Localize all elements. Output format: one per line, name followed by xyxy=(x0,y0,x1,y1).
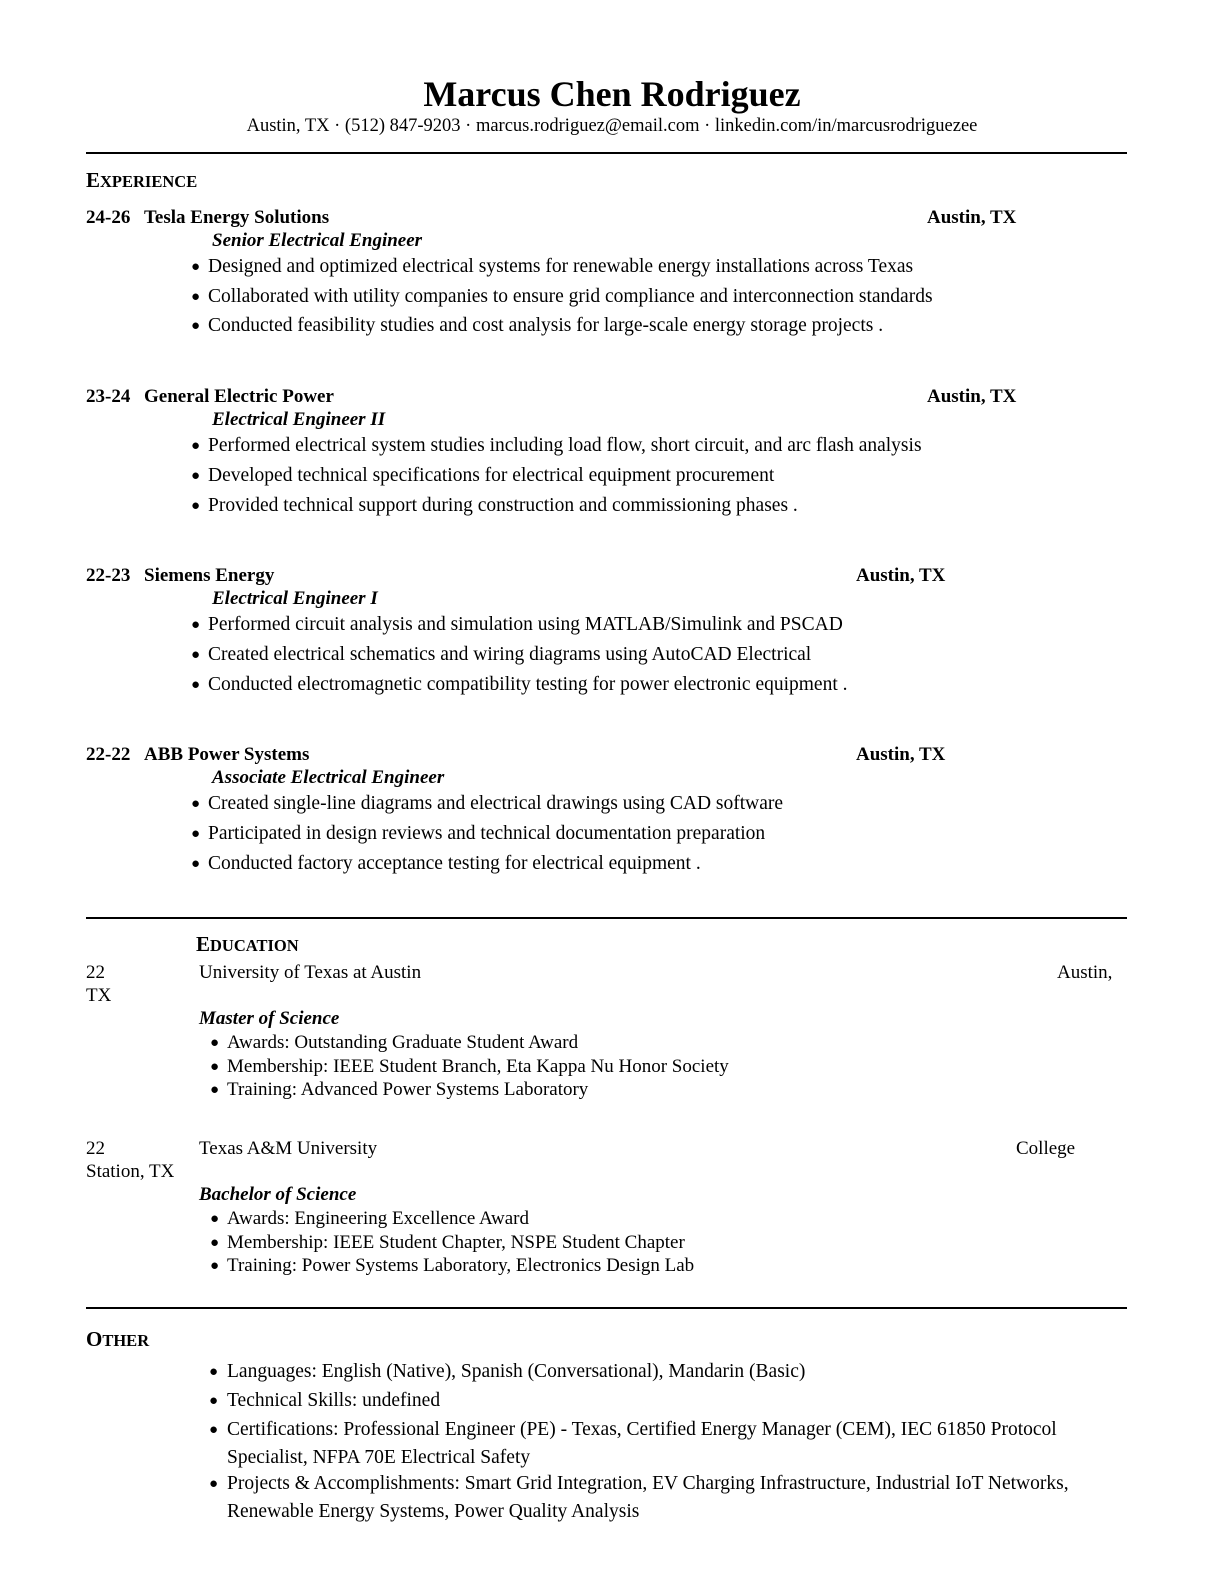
other-bullet: ● Languages: English (Native), Spanish (Conversational), Mandarin (Basic) xyxy=(209,1361,806,1382)
section-heading-other: OTHER xyxy=(86,1327,150,1351)
contact-line: Austin, TX · (512) 847-9203 · marcus.rodriguez@email.com · linkedin.com/in/marcusrodriguezee xyxy=(246,116,978,136)
edu-location: College xyxy=(1016,1138,1076,1159)
edu-degree: Master of Science xyxy=(199,1008,340,1029)
job-dates: 22-23 xyxy=(86,565,131,586)
job-dates: 24-26 xyxy=(86,207,131,228)
job-bullet: ● Conducted electromagnetic compatibility testing for power electronic equipment . xyxy=(191,674,848,695)
job-location: Austin, TX xyxy=(927,207,1017,228)
edu-location-continued: TX xyxy=(86,985,112,1006)
job-bullet: ● Created single-line diagrams and electrical drawings using CAD software xyxy=(191,793,784,814)
edu-location: Austin, xyxy=(1057,962,1113,983)
edu-year: 22 xyxy=(86,1138,105,1159)
job-location: Austin, TX xyxy=(856,744,946,765)
job-title: Senior Electrical Engineer xyxy=(212,230,423,251)
edu-bullet: ● Membership: IEEE Student Branch, Eta Kappa Nu Honor Society xyxy=(210,1056,729,1077)
edu-year: 22 xyxy=(86,962,105,983)
section-heading-experience: EXPERIENCE xyxy=(86,168,198,192)
other-bullet: ● Projects & Accomplishments: Smart Grid Integration, EV Charging Infrastructure, Industrial IoT Networks, Renewable Energy Systems, Power Quality Analysis xyxy=(209,1473,1069,1522)
divider xyxy=(86,917,1127,919)
job-location: Austin, TX xyxy=(927,386,1017,407)
other-bullet: ● Technical Skills: undefined xyxy=(209,1390,441,1411)
job-company: Siemens Energy xyxy=(144,565,275,586)
job-dates: 23-24 xyxy=(86,386,131,407)
job-bullet: ● Collaborated with utility companies to ensure grid compliance and interconnection standards xyxy=(191,286,933,307)
divider xyxy=(86,152,1127,154)
edu-bullet: ● Membership: IEEE Student Chapter, NSPE Student Chapter xyxy=(210,1232,685,1253)
job-bullet: ● Performed circuit analysis and simulation using MATLAB/Simulink and PSCAD xyxy=(191,614,843,635)
job-company: ABB Power Systems xyxy=(144,744,310,765)
job-company: General Electric Power xyxy=(144,386,334,407)
job-title: Electrical Engineer II xyxy=(212,409,386,430)
edu-bullet: ● Awards: Outstanding Graduate Student Award xyxy=(210,1032,579,1053)
edu-bullet: ● Awards: Engineering Excellence Award xyxy=(210,1208,529,1229)
divider xyxy=(86,1307,1127,1309)
other-bullet: ● Certifications: Professional Engineer (PE) - Texas, Certified Energy Manager (CEM), IEC 61850 Protocol Specialist, NFPA 70E Electrical Safety xyxy=(209,1419,1057,1468)
job-bullet: ● Developed technical specifications for electrical equipment procurement xyxy=(191,465,775,486)
resume-name: Marcus Chen Rodriguez xyxy=(423,74,801,114)
job-company: Tesla Energy Solutions xyxy=(144,207,330,228)
edu-school: University of Texas at Austin xyxy=(199,962,422,983)
job-bullet: ● Conducted feasibility studies and cost analysis for large-scale energy storage projects . xyxy=(191,315,884,336)
edu-bullet: ● Training: Advanced Power Systems Laboratory xyxy=(210,1079,589,1100)
job-location: Austin, TX xyxy=(856,565,946,586)
job-title: Associate Electrical Engineer xyxy=(212,767,445,788)
job-bullet: ● Designed and optimized electrical systems for renewable energy installations across Texas xyxy=(191,256,914,277)
edu-school: Texas A&M University xyxy=(199,1138,378,1159)
edu-bullet: ● Training: Power Systems Laboratory, Electronics Design Lab xyxy=(210,1255,695,1276)
job-bullet: ● Conducted factory acceptance testing for electrical equipment . xyxy=(191,853,701,874)
edu-location-continued: Station, TX xyxy=(86,1161,175,1182)
job-bullet: ● Provided technical support during construction and commissioning phases . xyxy=(191,495,798,516)
job-bullet: ● Participated in design reviews and technical documentation preparation xyxy=(191,823,766,844)
edu-degree: Bachelor of Science xyxy=(199,1184,357,1205)
job-title: Electrical Engineer I xyxy=(212,588,378,609)
job-bullet: ● Performed electrical system studies including load flow, short circuit, and arc flash analysis xyxy=(191,435,922,456)
job-dates: 22-22 xyxy=(86,744,131,765)
section-heading-education: EDUCATION xyxy=(196,932,299,956)
job-bullet: ● Created electrical schematics and wiring diagrams using AutoCAD Electrical xyxy=(191,644,812,665)
